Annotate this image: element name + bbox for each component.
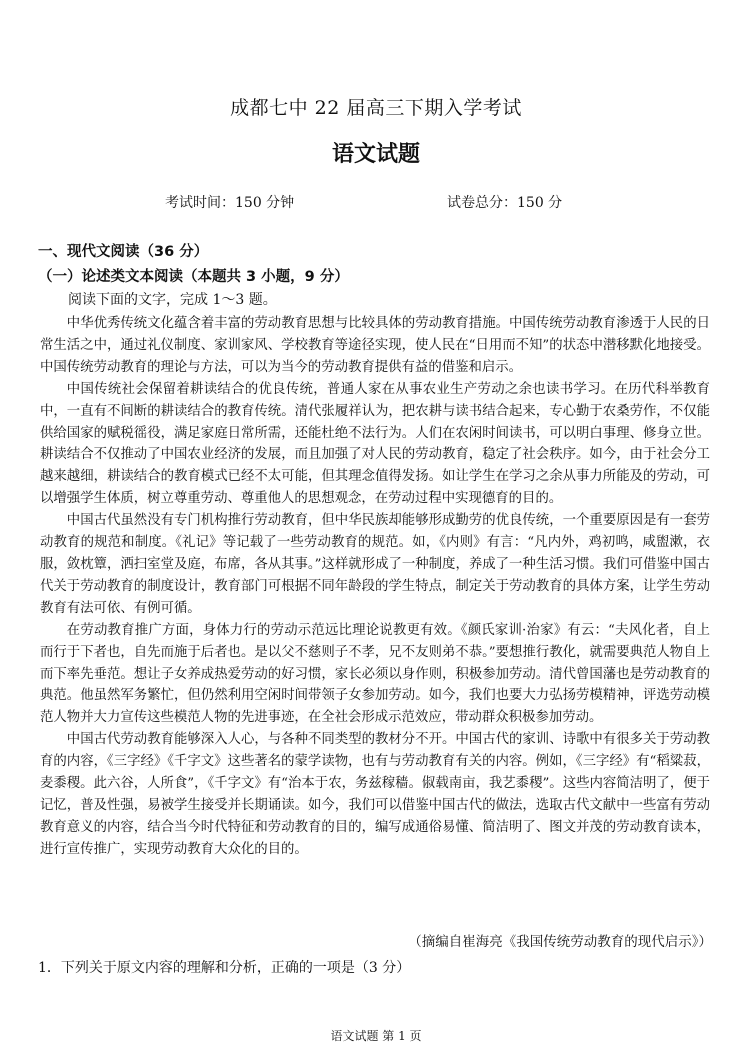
- subject-title: 语文试题: [331, 141, 420, 167]
- exam-time: 考试时间：150 分钟: [165, 195, 295, 211]
- total-score: 试卷总分：150 分: [447, 195, 563, 211]
- exam-title: 成都七中 22 届高三下期入学考试: [230, 97, 522, 119]
- passage-paragraph: 中国古代虽然没有专门机构推行劳动教育，但中华民族却能够形成勤劳的优良传统，一个重要原因是有一套劳动教育的规范和制度。《礼记》等记载了一些劳动教育的规范。如，《内则》有言：“凡内外，鸡初鸣，咸盥漱，衣服，敛枕簟，洒扫室堂及庭，布席，各从其事。”这样就形成了一种制度，养成了一种生活习惯。我们可借鉴中国古代关于劳动教育的制度设计，教育部门可根据不同年龄段的学生特点，制定关于劳动教育的具体方案，让学生劳动教育有法可依、有例可循。: [40, 513, 710, 616]
- section-heading: 一、现代文阅读（36 分）: [38, 244, 209, 260]
- subsection-heading: （一）论述类文本阅读（本题共 3 小题，9 分）: [38, 269, 349, 285]
- passage-paragraph: 在劳动教育推广方面，身体力行的劳动示范远比理论说教更有效。《颜氏家训·治家》有云：“夫风化者，自上而行于下者也，自先而施于后者也。是以父不慈则子不孝，兄不友则弟不恭。”要想推行教化，就需要典范人物自上而下率先垂范。想让子女养成热爱劳动的好习惯，家长必须以身作则，积极参加劳动。清代曾国藩也是劳动教育的典范。他虽然军务繁忙，但仍然利用空闲时间带领子女参加劳动。如今，我们也要大力弘扬劳模精神，评选劳动模范人物并大力宣传这些模范人物的先进事迹，在全社会形成示范效应，带动群众积极参加劳动。: [40, 622, 710, 726]
- passage-paragraph: 中国古代劳动教育能够深入人心，与各种不同类型的教材分不开。中国古代的家训、诗歌中有很多关于劳动教育的内容，《三字经》《千字文》这些著名的蒙学读物，也有与劳动教育有关的内容。例如，《三字经》有“稻粱菽，麦黍稷。此六谷，人所食”，《千字文》有“治本于农，务兹稼穑。俶载南亩，我艺黍稷”。这些内容简洁明了，便于记忆，普及性强，易被学生接受并长期诵读。如今，我们可以借鉴中国古代的做法，选取古代文献中一些富有劳动教育意义的内容，结合当今时代特征和劳动教育的目的，编写成通俗易懂、简洁明了、图文并茂的劳动教育读本，进行宣传推广，实现劳动教育大众化的目的。: [40, 732, 710, 857]
- reading-instruction: 阅读下面的文字，完成 1～3 题。: [68, 292, 277, 308]
- passage-paragraph: 中国传统社会保留着耕读结合的优良传统，普通人家在从事农业生产劳动之余也读书学习。在历代科举教育中，一直有不间断的耕读结合的教育传统。清代张履祥认为，把农耕与读书结合起来，专心勤于农桑劳作，不仅能供给国家的赋税徭役，满足家庭日常所需，还能杜绝不法行为。人们在农闲时间读书，可以明白事理、修身立世。耕读结合不仅推动了中国农业经济的发展，而且加强了对人民的劳动教育，稳定了社会秩序。如今，由于社会分工越来越细，耕读结合的教育模式已经不太可能，但其理念值得发扬。如让学生在学习之余从事力所能及的劳动，可以增强学生体质，树立尊重劳动、尊重他人的思想观念，在劳动过程中实现德育的目的。: [40, 381, 710, 507]
- reading-passage: [40, 313, 710, 861]
- passage-source: （摘编自崔海亮《我国传统劳动教育的现代启示》）: [408, 934, 712, 950]
- page-footer: 语文试题 第 1 页: [330, 1029, 422, 1043]
- question-1: 1．下列关于原文内容的理解和分析，正确的一项是（3 分）: [38, 960, 411, 976]
- passage-paragraph: 中华优秀传统文化蕴含着丰富的劳动教育思想与比较具体的劳动教育措施。中国传统劳动教育渗透于人民的日常生活之中，通过礼仪制度、家训家风、学校教育等途径实现，使人民在“日用而不知”的状态中潜移默化地接受。中国传统劳动教育的理论与方法，可以为当今的劳动教育提供有益的借鉴和启示。: [40, 316, 710, 375]
